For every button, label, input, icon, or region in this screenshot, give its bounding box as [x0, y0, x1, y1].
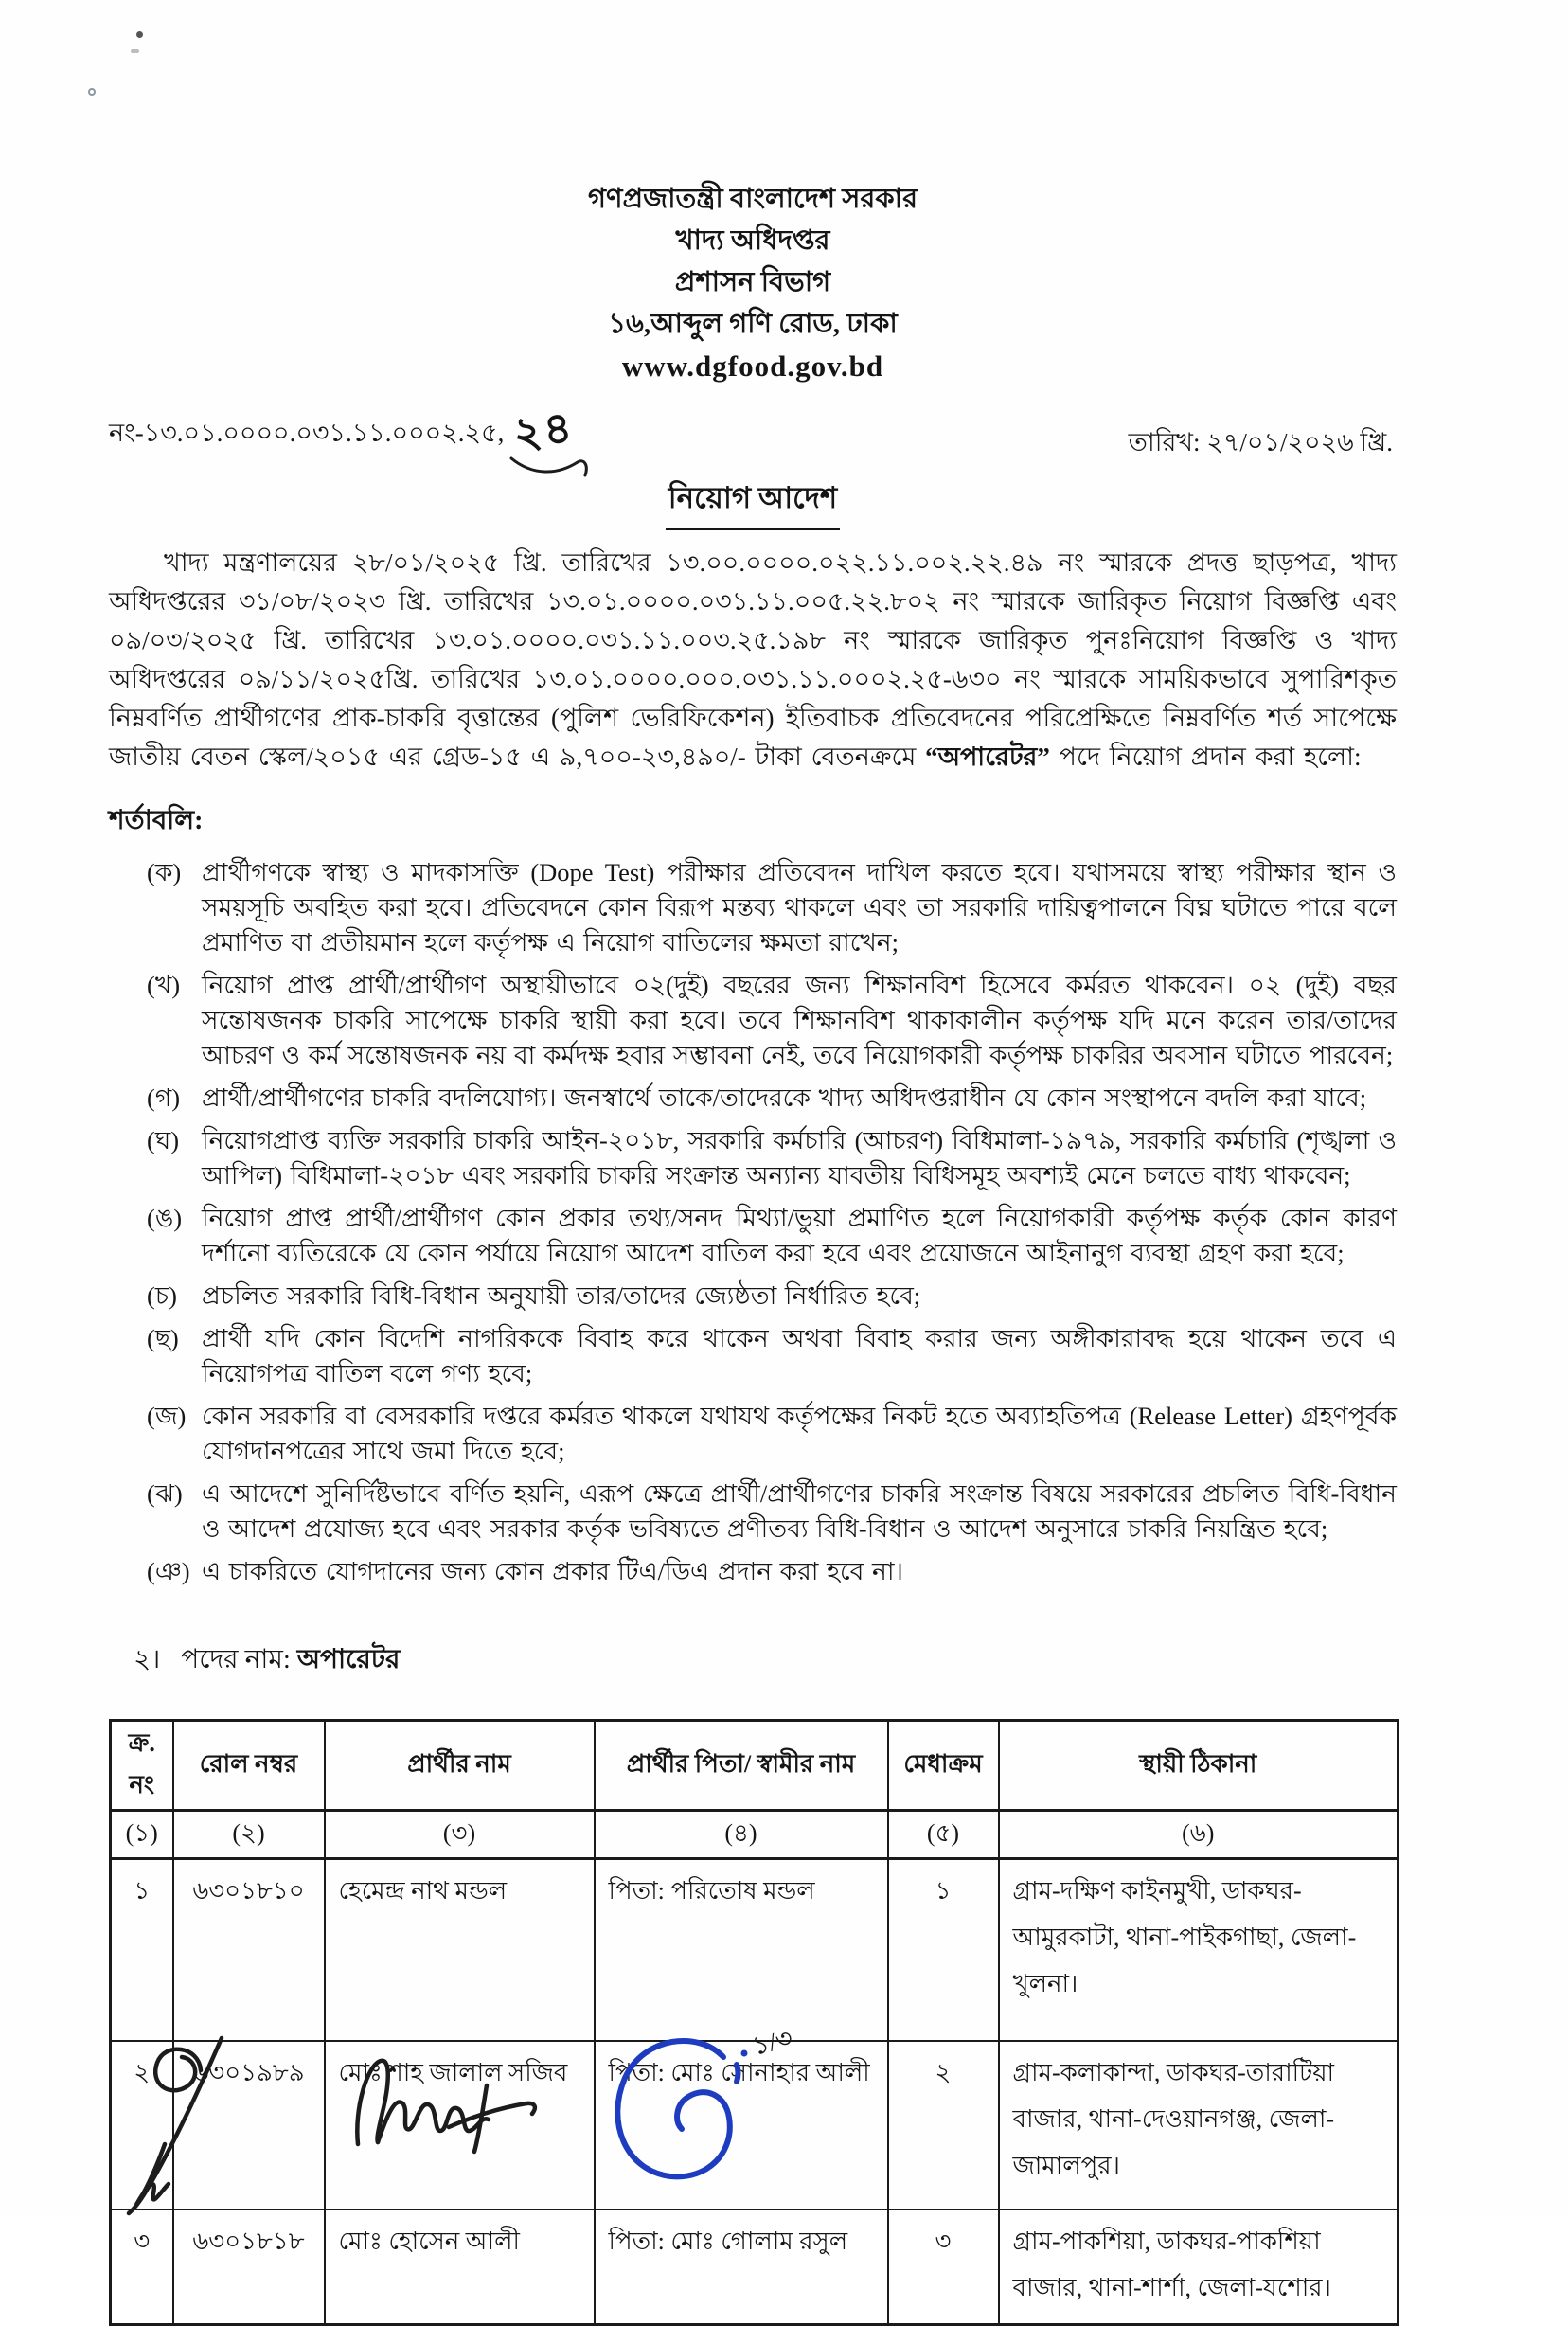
scan-speck — [131, 49, 139, 53]
office-address: ১৬,আব্দুল গণি রোড, ঢাকা — [608, 309, 898, 339]
reference-row — [109, 394, 1397, 466]
table-header-address: স্থায়ী ঠিকানা — [999, 1721, 1399, 1811]
website-url: www.dgfood.gov.bd — [621, 349, 884, 383]
condition-text: নিয়োগপ্রাপ্ত ব্যক্তি সরকারি চাকরি আইন-২০১৮, সরকারি কর্মচারি (আচরণ) বিধিমালা-১৯৭৯, সরকারি কর্মচারি (শৃঙ্খলা ও আপিল) বিধিমালা-২০১৮ এবং সরকারি চাকরি সংক্রান্ত অন্যান্য যাবতীয় বিধিসমূহ অবশ্যই মেনে চলতে বাধ্য থাকবেন; — [202, 1126, 1397, 1190]
condition-text: প্রার্থীগণকে স্বাস্থ্য ও মাদকাসক্তি (Dope Test) পরীক্ষার প্রতিবেদন দাখিল করতে হবে। যথাসময়ে স্বাস্থ্য পরীক্ষার স্থান ও সময়সূচি অবহিত করা হবে। প্রতিবেদনে কোন বিরূপ মন্তব্য থাকলে এবং তা সরকারি দায়িত্বপালনে বিঘ্ন ঘটাতে পারে বলে প্রমাণিত বা প্রতীয়মান হলে কর্তৃপক্ষ এ নিয়োগ বাতিলের ক্ষমতা রাখেন; — [202, 858, 1397, 957]
letterhead — [109, 178, 1397, 388]
table-row — [111, 2210, 1399, 2325]
column-number: (১) — [111, 1811, 173, 1859]
government-name: গণপ্রজাতন্ত্রী বাংলাদেশ সরকার — [587, 184, 918, 214]
cell-candidate-name: মোঃ হোসেন আলী — [325, 2210, 595, 2325]
division-name: প্রশাসন বিভাগ — [674, 267, 831, 297]
department-name: খাদ্য অধিদপ্তর — [675, 225, 830, 256]
intro-post-name-bold: “অপারেটর” — [925, 743, 1050, 771]
intro-text-post: পদে নিয়োগ প্রদান করা হলো: — [1049, 743, 1362, 771]
cell-merit: ১ — [888, 1859, 999, 2041]
cell-roll: ৬৩০১৮১০ — [173, 1859, 325, 2041]
signature-ink-right-blue — [598, 2029, 759, 2194]
page-number: ১/৩ — [749, 2023, 795, 2061]
column-number: (৩) — [325, 1811, 595, 1859]
signature-ink-left — [106, 2032, 258, 2217]
document-title: নিয়োগ আদেশ — [666, 475, 840, 530]
condition-item — [147, 1476, 1397, 1547]
column-number: (৫) — [888, 1811, 999, 1859]
table-header-roll: রোল নম্বর — [173, 1721, 325, 1811]
condition-item — [147, 1554, 1397, 1589]
memo-number-handwritten: ২৪ — [510, 403, 578, 458]
cell-serial: ২ — [111, 2041, 173, 2210]
column-number: (২) — [173, 1811, 325, 1859]
table-header-row — [111, 1721, 1399, 1811]
cell-candidate-name: হেমেন্দ্র নাথ মন্ডল — [325, 1859, 595, 2041]
condition-label: (জ) — [147, 1402, 187, 1430]
column-number: (৬) — [999, 1811, 1399, 1859]
condition-text: প্রার্থী যদি কোন বিদেশি নাগরিককে বিবাহ করে থাকেন অথবা বিবাহ করার জন্য অঙ্গীকারাবদ্ধ হয়ে থাকেন তবে এ নিয়োগপত্র বাতিল বলে গণ্য হবে; — [202, 1324, 1397, 1387]
condition-text: এ আদেশে সুনির্দিষ্টভাবে বর্ণিত হয়নি, এরূপ ক্ষেত্রে প্রার্থী/প্রার্থীগণের চাকরি সংক্রান্ত বিষয়ে সরকারের প্রচলিত বিধি-বিধান ও আদেশ প্রযোজ্য হবে এবং সরকার কর্তৃক ভবিষ্যতে প্রণীতব্য বিধি-বিধান ও আদেশ অনুসারে চাকরি নিয়ন্ত্রিত হবে; — [202, 1479, 1397, 1543]
section-number: ২। — [134, 1645, 161, 1674]
conditions-heading: শর্তাবলি: — [109, 806, 204, 835]
condition-item — [147, 855, 1397, 960]
memo-number-handwritten-wrap — [510, 394, 578, 466]
condition-item — [147, 968, 1397, 1073]
position-value: অপারেটর — [296, 1645, 401, 1674]
condition-label: (ঝ) — [147, 1479, 183, 1508]
table-column-number-row — [111, 1811, 1399, 1859]
table-row — [111, 1859, 1399, 2041]
condition-label: (খ) — [147, 971, 181, 999]
scan-speck — [88, 88, 96, 96]
cell-merit: ৩ — [888, 2210, 999, 2325]
cell-address: গ্রাম-পাকশিয়া, ডাকঘর-পাকশিয়া বাজার, থানা-শার্শা, জেলা-যশোর। — [999, 2210, 1399, 2325]
condition-item — [147, 1321, 1397, 1391]
cell-address: গ্রাম-কলাকান্দা, ডাকঘর-তারাটিয়া বাজার, থানা-দেওয়ানগঞ্জ, জেলা-জামালপুর। — [999, 2041, 1399, 2210]
cell-address: গ্রাম-দক্ষিণ কাইনমুখী, ডাকঘর-আমুরকাটা, থানা-পাইকগাছা, জেলা-খুলনা। — [999, 1859, 1399, 2041]
condition-item — [147, 1123, 1397, 1193]
cell-serial: ১ — [111, 1859, 173, 2041]
position-name-line — [134, 1638, 1397, 1683]
position-label: পদের নাম: — [181, 1645, 291, 1674]
letter-date: তারিখ: ২৭/০১/২০২৬ খ্রি. — [1128, 428, 1393, 456]
condition-text: নিয়োগ প্রাপ্ত প্রার্থী/প্রার্থীগণ কোন প্রকার তথ্য/সনদ মিথ্যা/ভুয়া প্রমাণিত হলে নিয়োগকারী কর্তৃপক্ষ কর্তৃক কোন কারণ দর্শানো ব্যতিরেকে যে কোন পর্যায়ে নিয়োগ আদেশ বাতিল করা হবে এবং প্রয়োজনে আইনানুগ ব্যবস্থা গ্রহণ করা হবে; — [202, 1204, 1397, 1267]
condition-label: (ঙ) — [147, 1204, 183, 1232]
condition-text: নিয়োগ প্রাপ্ত প্রার্থী/প্রার্থীগণ অস্থায়ীভাবে ০২(দুই) বছরের জন্য শিক্ষানবিশ হিসেবে কর্মরত থাকবেন। ০২ (দুই) বছর সন্তোষজনক চাকরি সাপেক্ষে চাকরি স্থায়ী করা হবে। তবে শিক্ষানবিশ থাকাকালীন কর্তৃপক্ষ যদি মনে করেন তার/তাদের আচরণ ও কর্ম সন্তোষজনক নয় বা কর্মদক্ষ হবার সম্ভাবনা নেই, তবে নিয়োগকারী কর্তৃপক্ষ চাকরির অবসান ঘটাতে পারবেন; — [202, 971, 1397, 1069]
intro-paragraph — [109, 544, 1397, 777]
cell-merit: ২ — [888, 2041, 999, 2210]
condition-label: (ঘ) — [147, 1126, 180, 1154]
memo-number — [109, 394, 578, 466]
condition-text: এ চাকরিতে যোগদানের জন্য কোন প্রকার টিএ/ডিএ প্রদান করা হবে না। — [202, 1557, 904, 1585]
cell-roll: ৬৩০১৯৮৯ — [173, 2041, 325, 2210]
condition-label: (ঞ) — [147, 1557, 190, 1585]
cell-serial: ৩ — [111, 2210, 173, 2325]
condition-label: (ক) — [147, 858, 182, 886]
cell-candidate-name: মোঃ শাহ জালাল সজিব — [325, 2041, 595, 2210]
intro-text-pre: খাদ্য মন্ত্রণালয়ের ২৮/০১/২০২৫ খ্রি. তারিখের ১৩.০০.০০০০.০২২.১১.০০২.২২.৪৯ নং স্মারকে প্রদত্ত ছাড়পত্র, খাদ্য অধিদপ্তরের ৩১/০৮/২০২৩ খ্রি. তারিখের ১৩.০১.০০০০.০৩১.১১.০০৫.২২.৮০২ নং স্মারকে জারিকৃত নিয়োগ বিজ্ঞপ্তি এবং ০৯/০৩/২০২৫ খ্রি. তারিখের ১৩.০১.০০০০.০৩১.১১.০০৩.২৫.১৯৮ নং স্মারকে জারিকৃত পুনঃনিয়োগ বিজ্ঞপ্তি ও খাদ্য অধিদপ্তরের ০৯/১১/২০২৫খ্রি. তারিখের ১৩.০১.০০০০.০০০.০৩১.১১.০০০২.২৫-৬৩০ নং স্মারকে সাময়িকভাবে সুপারিশকৃত নিম্নবর্ণিত প্রার্থীগণের প্রাক-চাকরি বৃত্তান্তের (পুলিশ ভেরিফিকেশন) ইতিবাচক প্রতিবেদনের পরিপ্রেক্ষিতে নিম্নবর্ণিত শর্ত সাপেক্ষে জাতীয় বেতন স্কেল/২০১৫ এর গ্রেড-১৫ এ ৯,৭০০-২৩,৪৯০/- টাকা বেতনক্রমে — [109, 548, 1397, 771]
table-header-merit: মেধাক্রম — [888, 1721, 999, 1811]
cell-father-name: পিতা: মোঃ সোনাহার আলী — [595, 2041, 888, 2210]
condition-item — [147, 1201, 1397, 1271]
condition-text: কোন সরকারি বা বেসরকারি দপ্তরে কর্মরত থাকলে যথাযথ কর্তৃপক্ষের নিকট হতে অব্যাহতিপত্র (Release Letter) গ্রহণপূর্বক যোগদানপত্রের সাথে জমা দিতে হবে; — [202, 1402, 1397, 1465]
cell-father-name: পিতা: পরিতোষ মন্ডল — [595, 1859, 888, 2041]
cell-father-name: পিতা: মোঃ গোলাম রসুল — [595, 2210, 888, 2325]
table-header-father-name: প্রার্থীর পিতা/ স্বামীর নাম — [595, 1721, 888, 1811]
condition-label: (চ) — [147, 1281, 177, 1310]
condition-label: (গ) — [147, 1083, 181, 1112]
scan-speck — [136, 31, 143, 38]
table-header-candidate-name: প্রার্থীর নাম — [325, 1721, 595, 1811]
condition-item — [147, 1399, 1397, 1469]
handwritten-underline-stroke — [508, 455, 593, 481]
cell-roll: ৬৩০১৮১৮ — [173, 2210, 325, 2325]
memo-number-printed: নং-১৩.০১.০০০০.০৩১.১১.০০০২.২৫, — [109, 419, 505, 447]
signature-ink-middle — [343, 2044, 565, 2167]
condition-item — [147, 1081, 1397, 1116]
candidates-table — [109, 1719, 1399, 2326]
condition-text: প্রচলিত সরকারি বিধি-বিধান অনুযায়ী তার/তাদের জ্যেষ্ঠতা নির্ধারিত হবে; — [202, 1281, 921, 1310]
title-row — [109, 475, 1397, 530]
condition-item — [147, 1279, 1397, 1314]
conditions-list — [147, 855, 1397, 1589]
table-header-serial: ক্র. নং — [111, 1721, 173, 1811]
column-number: (৪) — [595, 1811, 888, 1859]
condition-text: প্রার্থী/প্রার্থীগণের চাকরি বদলিযোগ্য। জনস্বার্থে তাকে/তাদেরকে খাদ্য অধিদপ্তরাধীন যে কোন সংস্থাপনে বদলি করা যাবে; — [202, 1083, 1367, 1112]
condition-label: (ছ) — [147, 1324, 179, 1352]
